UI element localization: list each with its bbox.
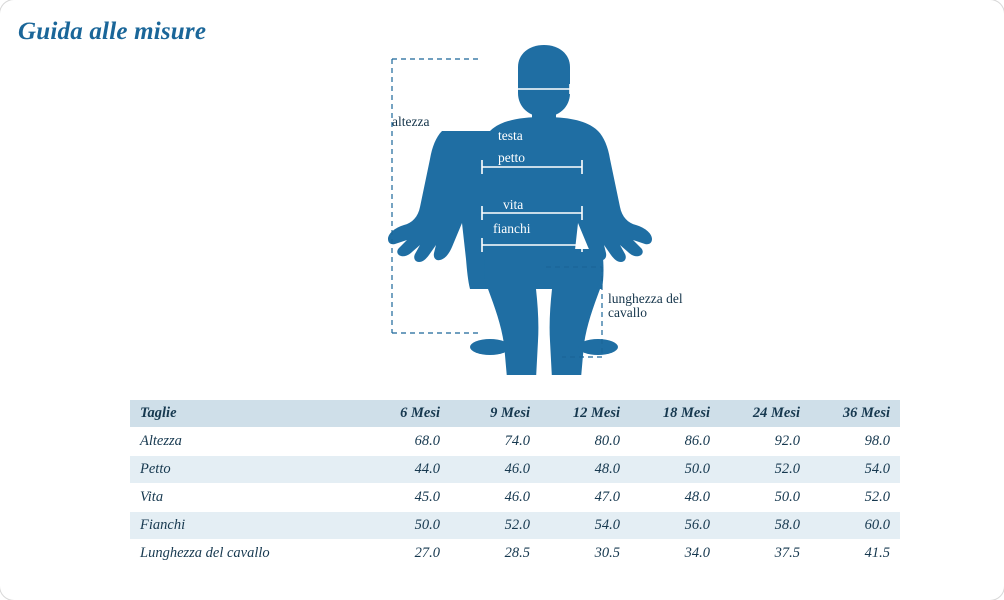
column-header-9-mesi: 9 Mesi — [450, 400, 540, 428]
cell-vita-36: 52.0 — [810, 484, 900, 512]
toddler-silhouette-icon — [370, 45, 710, 375]
cell-fianchi-12: 54.0 — [540, 512, 630, 540]
row-label-petto: Petto — [130, 456, 360, 484]
label-testa: testa — [498, 128, 523, 143]
label-cavallo-line1: lunghezza del — [608, 291, 683, 306]
label-vita: vita — [503, 197, 524, 212]
cell-altezza-6: 68.0 — [360, 428, 450, 456]
cell-altezza-36: 98.0 — [810, 428, 900, 456]
cell-altezza-9: 74.0 — [450, 428, 540, 456]
cell-vita-12: 47.0 — [540, 484, 630, 512]
label-fianchi: fianchi — [493, 221, 531, 236]
cell-vita-6: 45.0 — [360, 484, 450, 512]
label-altezza: altezza — [392, 114, 430, 129]
cell-fianchi-18: 56.0 — [630, 512, 720, 540]
column-header-24-mesi: 24 Mesi — [720, 400, 810, 428]
cell-petto-18: 50.0 — [630, 456, 720, 484]
cell-petto-12: 48.0 — [540, 456, 630, 484]
column-header-12-mesi: 12 Mesi — [540, 400, 630, 428]
page-title: Guida alle misure — [18, 18, 207, 45]
row-label-vita: Vita — [130, 484, 360, 512]
cell-vita-18: 48.0 — [630, 484, 720, 512]
table-row — [130, 428, 900, 456]
table-row — [130, 484, 900, 512]
cell-fianchi-24: 58.0 — [720, 512, 810, 540]
cell-fianchi-9: 52.0 — [450, 512, 540, 540]
cell-petto-36: 54.0 — [810, 456, 900, 484]
label-cavallo-line2: cavallo — [608, 305, 647, 320]
table-row — [130, 456, 900, 484]
cell-vita-9: 46.0 — [450, 484, 540, 512]
label-petto: petto — [498, 150, 525, 165]
cell-petto-24: 52.0 — [720, 456, 810, 484]
size-table — [130, 400, 900, 567]
cell-cavallo-9: 28.5 — [450, 540, 540, 568]
table-header-row — [130, 400, 900, 428]
cell-fianchi-6: 50.0 — [360, 512, 450, 540]
row-label-altezza: Altezza — [130, 428, 360, 456]
column-header-36-mesi: 36 Mesi — [810, 400, 900, 428]
cell-petto-6: 44.0 — [360, 456, 450, 484]
row-label-fianchi: Fianchi — [130, 512, 360, 540]
cell-cavallo-12: 30.5 — [540, 540, 630, 568]
cell-vita-24: 50.0 — [720, 484, 810, 512]
column-header-taglie: Taglie — [130, 400, 360, 428]
cell-cavallo-36: 41.5 — [810, 540, 900, 568]
cell-petto-9: 46.0 — [450, 456, 540, 484]
cell-cavallo-18: 34.0 — [630, 540, 720, 568]
column-header-6-mesi: 6 Mesi — [360, 400, 450, 428]
column-header-18-mesi: 18 Mesi — [630, 400, 720, 428]
cell-altezza-12: 80.0 — [540, 428, 630, 456]
body-measurement-diagram — [370, 45, 710, 375]
cell-altezza-24: 92.0 — [720, 428, 810, 456]
cell-cavallo-24: 37.5 — [720, 540, 810, 568]
row-label-lunghezza-cavallo: Lunghezza del cavallo — [130, 540, 360, 568]
table-row — [130, 540, 900, 568]
cell-cavallo-6: 27.0 — [360, 540, 450, 568]
table-row — [130, 512, 900, 540]
cell-fianchi-36: 60.0 — [810, 512, 900, 540]
cell-altezza-18: 86.0 — [630, 428, 720, 456]
